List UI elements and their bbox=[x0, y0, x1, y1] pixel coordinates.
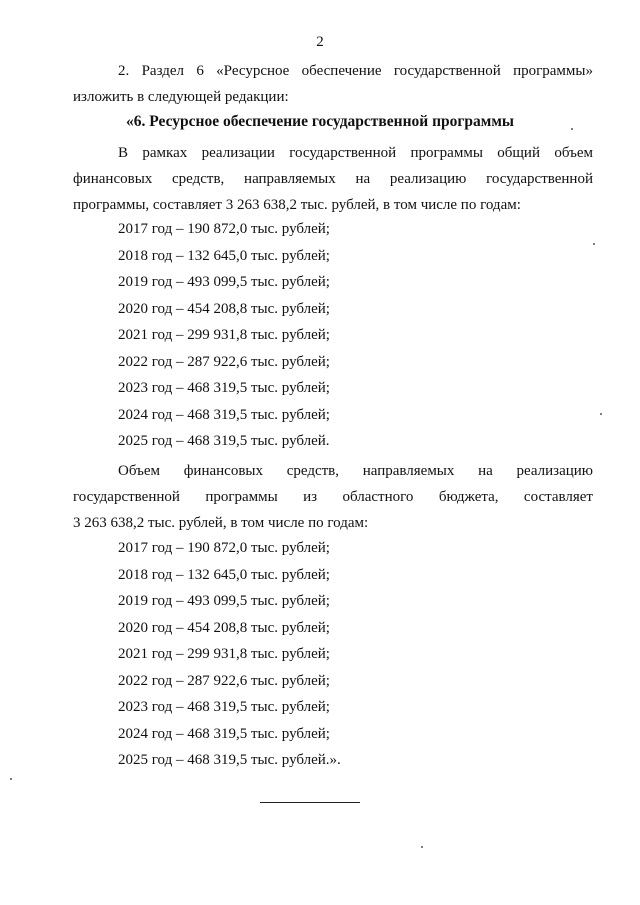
list-item: 2018 год – 132 645,0 тыс. рублей; bbox=[118, 247, 330, 264]
list-item: 2017 год – 190 872,0 тыс. рублей; bbox=[118, 221, 330, 237]
section-heading: «6. Ресурсное обеспечение государственной программы bbox=[126, 113, 514, 130]
closing-rule bbox=[260, 802, 360, 803]
list-item: 2017 год – 190 872,0 тыс. рублей; bbox=[118, 540, 330, 556]
list-item: 2023 год – 468 319,5 тыс. рублей; bbox=[118, 699, 330, 715]
list-item: 2018 год – 132 645,0 тыс. рублей; bbox=[118, 566, 330, 583]
paragraph2-line-3: 3 263 638,2 тыс. рублей, в том числе по годам: bbox=[73, 515, 369, 531]
scan-speck bbox=[593, 243, 595, 245]
intro-line-2: изложить в следующей редакции: bbox=[73, 89, 289, 105]
scan-speck bbox=[571, 128, 573, 130]
list-item: 2025 год – 468 319,5 тыс. рублей.». bbox=[118, 752, 341, 768]
paragraph-regional-budget bbox=[73, 458, 593, 536]
scan-speck bbox=[600, 413, 602, 415]
list-item: 2020 год – 454 208,8 тыс. рублей; bbox=[118, 300, 330, 317]
list-item: 2019 год – 493 099,5 тыс. рублей; bbox=[118, 274, 330, 290]
list-item: 2020 год – 454 208,8 тыс. рублей; bbox=[118, 619, 330, 636]
paragraph2-line-2: государственной программы из областного бюджета, составляет bbox=[73, 489, 593, 505]
paragraph-total-funding bbox=[73, 140, 593, 218]
scan-speck bbox=[421, 846, 423, 848]
list-item: 2023 год – 468 319,5 тыс. рублей; bbox=[118, 380, 330, 396]
list-item: 2021 год – 299 931,8 тыс. рублей; bbox=[118, 646, 330, 662]
page-number: 2 bbox=[316, 34, 324, 50]
list-item: 2024 год – 468 319,5 тыс. рублей; bbox=[118, 406, 330, 423]
paragraph2-line-1: Объем финансовых средств, направляемых на реализацию bbox=[118, 463, 593, 479]
paragraph1-line-1: В рамках реализации государственной программы общий объем bbox=[118, 145, 593, 161]
paragraph1-line-3: программы, составляет 3 263 638,2 тыс. рублей, в том числе по годам: bbox=[73, 197, 521, 213]
list-item: 2022 год – 287 922,6 тыс. рублей; bbox=[118, 353, 330, 370]
yearly-funding-list-total bbox=[118, 216, 330, 455]
list-item: 2019 год – 493 099,5 тыс. рублей; bbox=[118, 593, 330, 609]
list-item: 2021 год – 299 931,8 тыс. рублей; bbox=[118, 327, 330, 343]
list-item: 2024 год – 468 319,5 тыс. рублей; bbox=[118, 725, 330, 742]
scan-speck bbox=[10, 778, 12, 780]
list-item: 2022 год – 287 922,6 тыс. рублей; bbox=[118, 672, 330, 689]
paragraph1-line-2: финансовых средств, направляемых на реализацию государственной bbox=[73, 171, 593, 187]
intro-paragraph bbox=[73, 58, 593, 110]
yearly-funding-list-regional bbox=[118, 535, 341, 774]
list-item: 2025 год – 468 319,5 тыс. рублей. bbox=[118, 433, 330, 449]
intro-line-1: 2. Раздел 6 «Ресурсное обеспечение государственной программы» bbox=[118, 63, 593, 79]
